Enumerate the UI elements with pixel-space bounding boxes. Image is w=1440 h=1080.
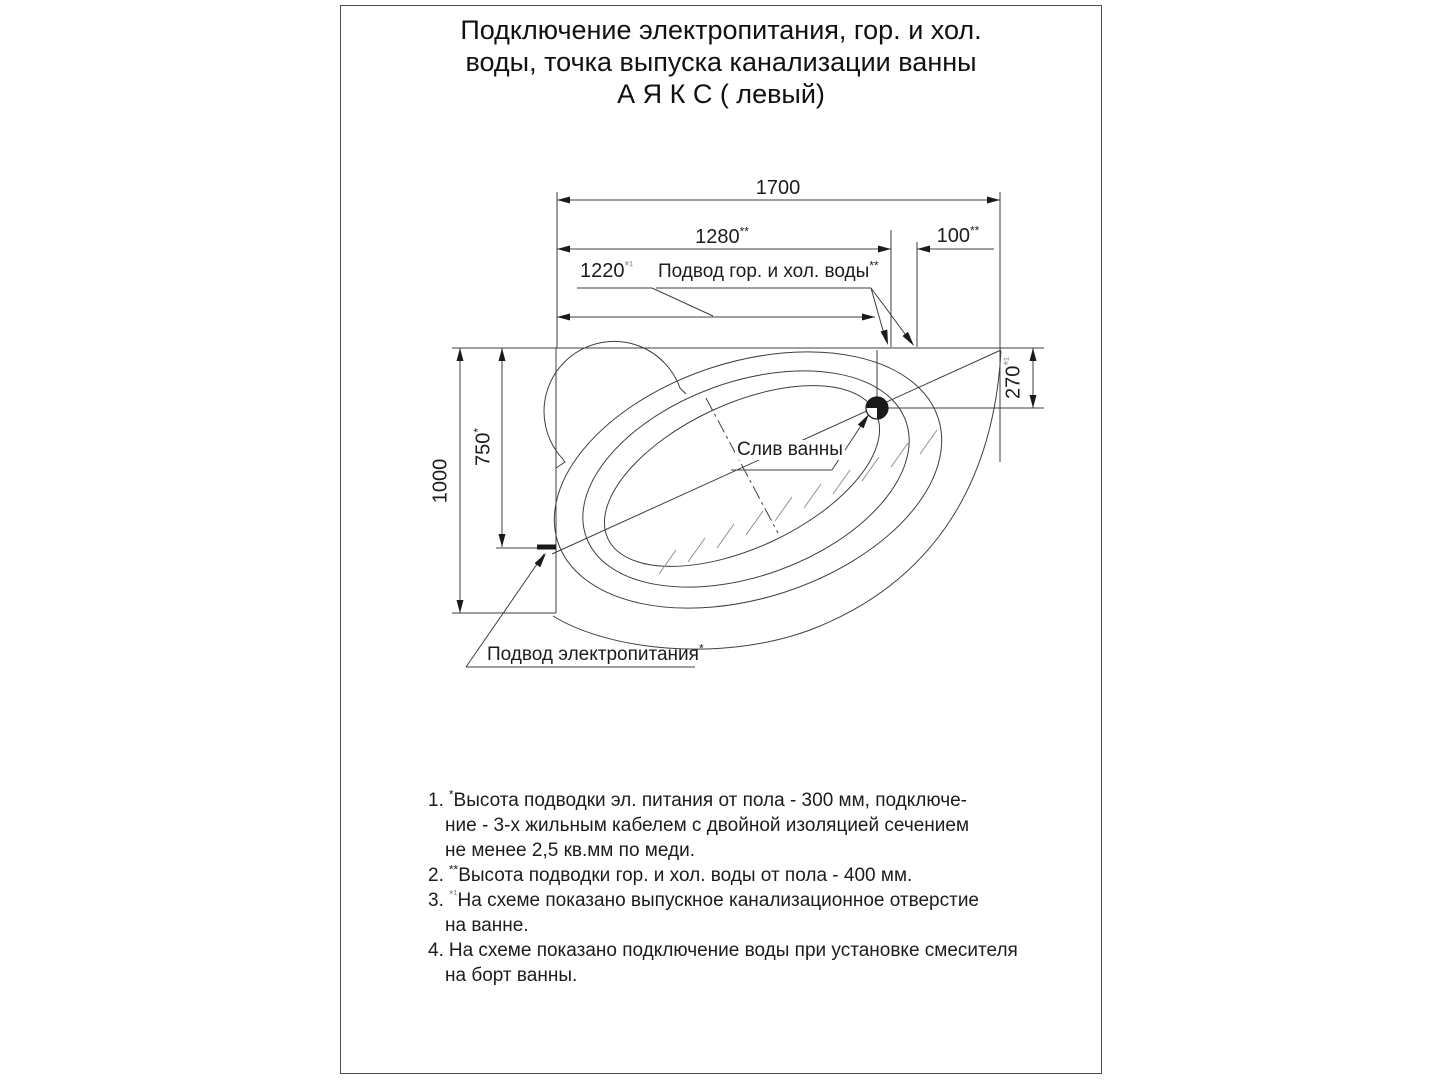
water-arrow-2 <box>903 332 915 346</box>
power-supply-label: Подвод электропитания* <box>487 641 704 665</box>
footnotes: 1. *Высота подводки эл. питания от пола - 300 мм, подключе- ние - 3-х жильным кабелем с двойной изоляцией сечением не менее 2,5 кв.мм по меди. 2. **Высота подводки гор. и хол. воды от пола - 400 мм. 3. $^{*^1}$На схеме показано выпускное канализационное отверстие на ванне. 4. На схеме показано подключение воды при установке смесителя на борт ванны. <box>428 787 1018 986</box>
dim-text-1220: $1220^{*^1}$ <box>580 258 634 282</box>
drain-arrow <box>858 414 869 428</box>
note-4: 4. На схеме показано подключение воды при установке смесителя <box>428 940 1018 961</box>
bathtub-outline <box>521 306 1001 654</box>
note-3: 3. $^{*^1}$На схеме показано выпускное канализационное отверстие <box>428 887 980 911</box>
dim-text-1000: 1000 <box>429 458 452 504</box>
note-2: 2. **Высота подводки гор. и хол. воды от пола - 400 мм. <box>428 862 913 886</box>
tub-rim-outer <box>521 306 974 654</box>
arrowheads <box>457 197 1037 614</box>
dim-text-1280: 1280** <box>695 224 749 248</box>
title-line-2: воды, точка выпуска канализации ванны <box>465 47 977 77</box>
tub-apron-arc <box>553 351 1001 649</box>
dim-text-1700: 1700 <box>755 177 801 199</box>
title-line-1: Подключение электропитания, гор. и хол. <box>460 15 982 45</box>
drain-symbol <box>866 397 888 419</box>
dim-text-750: 750* <box>470 427 495 467</box>
dim-text-100: 100** <box>936 223 980 247</box>
water-arrow-1 <box>881 330 889 346</box>
bowl-cross-centerline <box>706 398 778 533</box>
drain-label: Слив ванны <box>737 439 843 460</box>
note-1: 1. *Высота подводки эл. питания от пола - 300 мм, подключе- <box>428 787 967 811</box>
title-line-3: А Я К С ( левый) <box>617 79 825 109</box>
tub-bowl <box>577 348 906 604</box>
tub-rim-inner <box>553 330 939 629</box>
water-supply-label: Подвод гор. и хол. воды** <box>658 258 879 282</box>
dim-text-270: $270^{*^1}$ <box>1000 356 1025 400</box>
